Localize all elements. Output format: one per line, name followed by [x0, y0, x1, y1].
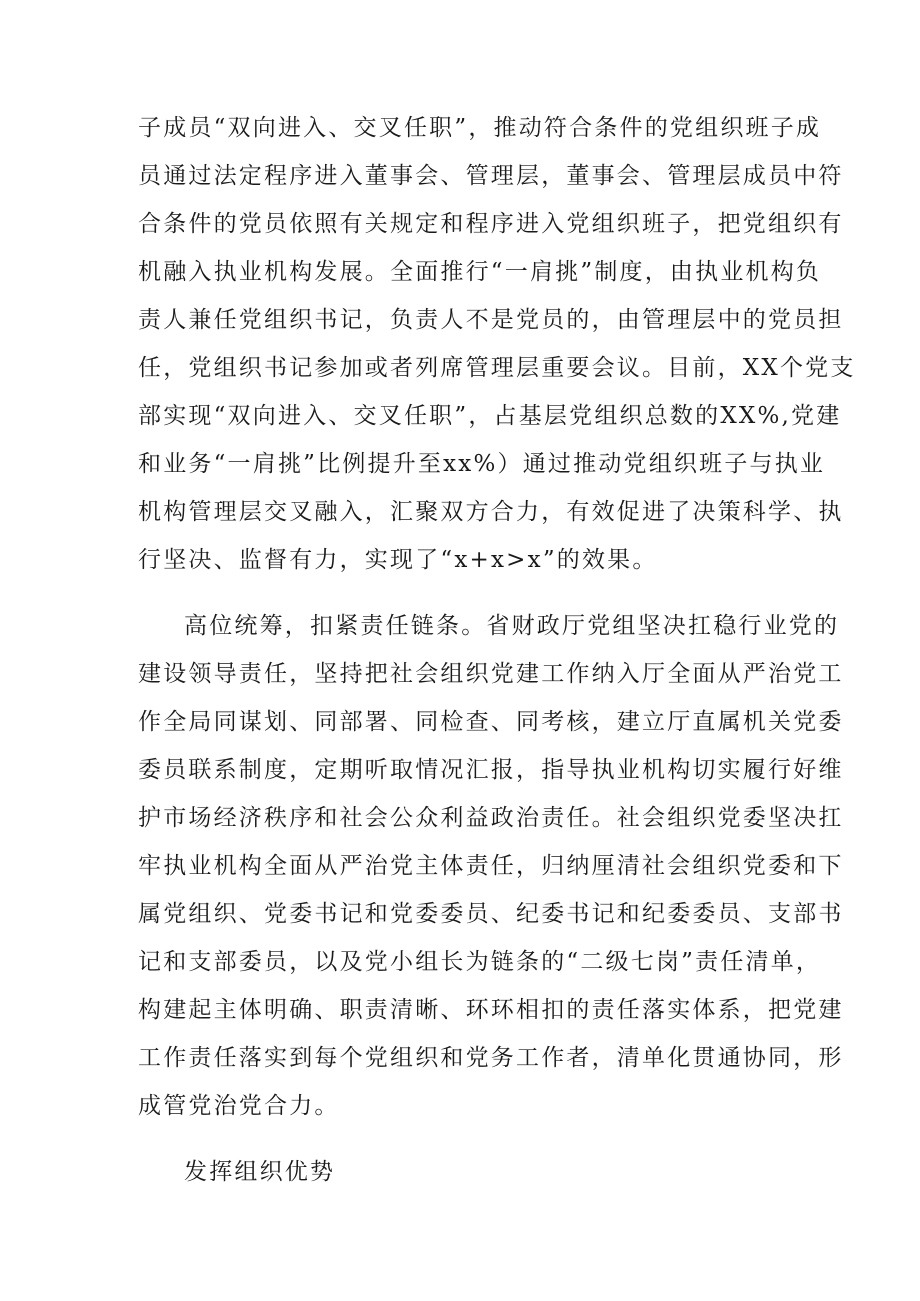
paragraph-line: 记和支部委员，以及党小组长为链条的“二级七岗”责任清单，	[138, 949, 822, 975]
paragraph-line: 合条件的党员依照有关规定和程序进入党组织班子，把党组织有	[138, 211, 844, 237]
section-heading: 发挥组织优势	[184, 1159, 336, 1185]
section-heading-block	[138, 1148, 798, 1196]
paragraph-line: 护市场经济秩序和社会公众利益政治责任。社会组织党委坚决扛	[138, 805, 844, 831]
paragraph-line: 工作责任落实到每个党组织和党务工作者，清单化贯通协同，形	[138, 1045, 844, 1071]
paragraph-line: 牢执业机构全面从严治党主体责任，归纳厘清社会组织党委和下	[138, 853, 844, 879]
paragraph-line: 机构管理层交叉融入，汇聚双方合力，有效促进了决策科学、执	[138, 499, 844, 525]
paragraph-line: 属党组织、党委书记和党委委员、纪委书记和纪委委员、支部书	[138, 901, 844, 927]
paragraph-line: 子成员“双向进入、交叉任职”，推动符合条件的党组织班子成	[138, 115, 822, 141]
paragraph-line: 员通过法定程序进入董事会、管理层，董事会、管理层成员中符	[138, 163, 844, 189]
paragraph-line: 部实现“双向进入、交叉任职”，占基层党组织总数的XX%,党建	[138, 403, 842, 429]
paragraph-line: 任，党组织书记参加或者列席管理层重要会议。目前，XX个党支	[138, 355, 856, 381]
paragraph-line: 委员联系制度，定期听取情况汇报，指导执业机构切实履行好维	[138, 757, 844, 783]
paragraph-line: 行坚决、监督有力，实现了“x+x>x”的效果。	[138, 547, 658, 573]
paragraph-line: 成管党治党合力。	[138, 1093, 340, 1119]
paragraph-line: 建设领导责任，坚持把社会组织党建工作纳入厅全面从严治党工	[138, 661, 844, 687]
paragraph-line: 高位统筹，扣紧责任链条。省财政厅党组坚决扛稳行业党的	[184, 613, 840, 639]
paragraph-line: 责人兼任党组织书记，负责人不是党员的，由管理层中的党员担	[138, 307, 844, 333]
paragraph-line: 作全局同谋划、同部署、同检查、同考核，建立厅直属机关党委	[138, 709, 844, 735]
paragraph-2	[138, 602, 844, 1130]
paragraph-1	[138, 104, 856, 584]
paragraph-line: 和业务“一肩挑”比例提升至xx%）通过推动党组织班子与执业	[138, 451, 826, 477]
paragraph-line: 构建起主体明确、职责清晰、环环相扣的责任落实体系，把党建	[138, 997, 844, 1023]
paragraph-line: 机融入执业机构发展。全面推行“一肩挑”制度，由执业机构负	[138, 259, 822, 285]
